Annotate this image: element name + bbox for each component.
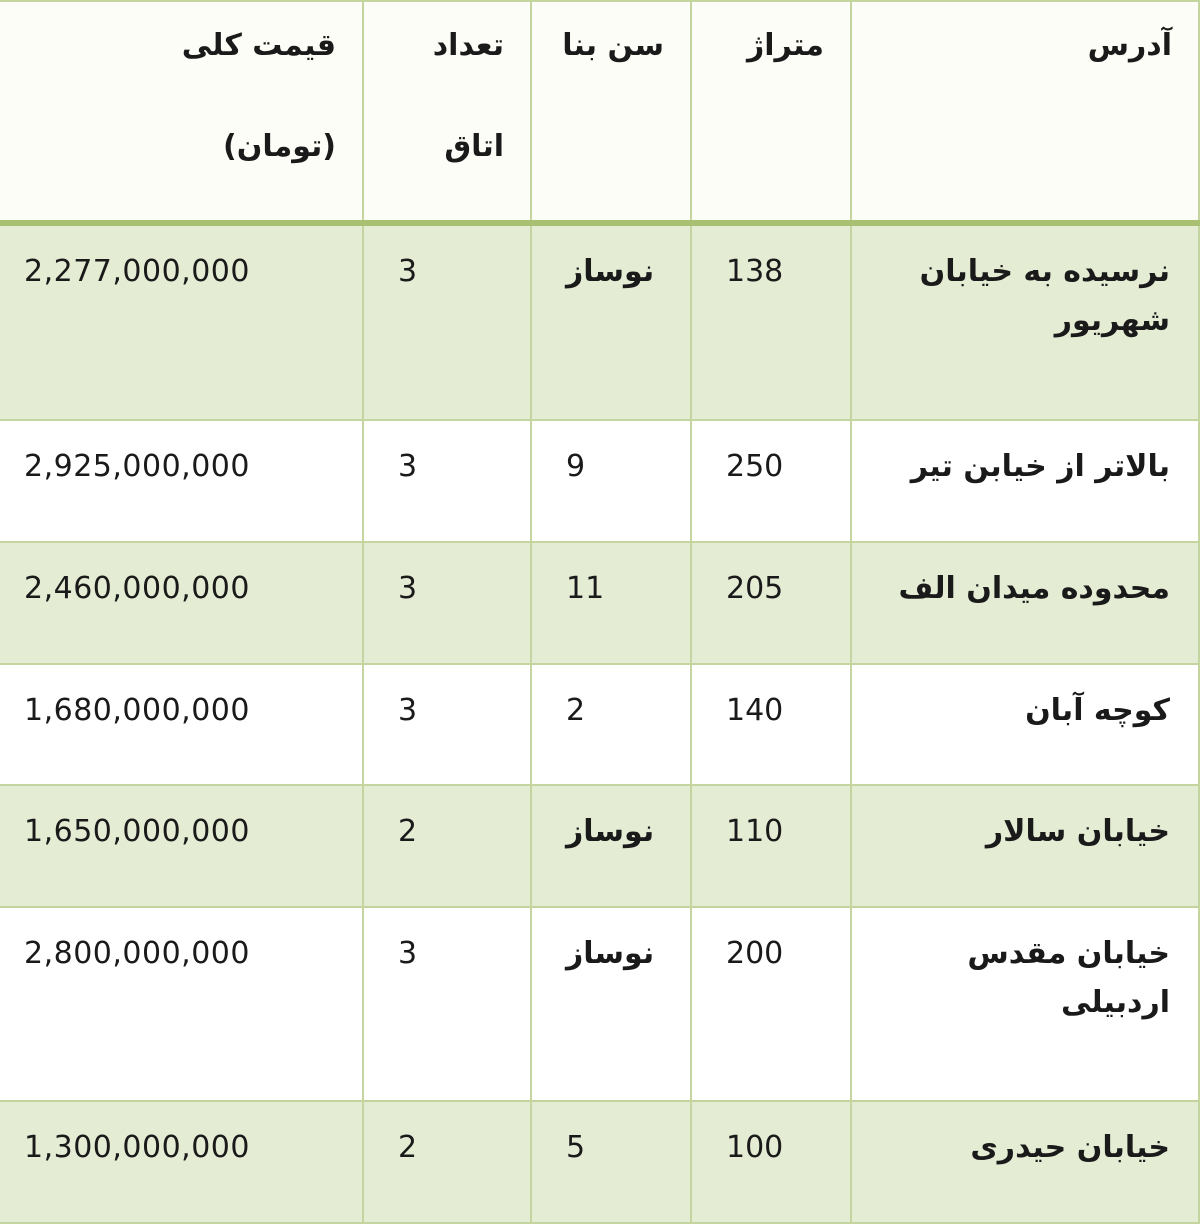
cell-building-age: نوساز — [531, 785, 691, 907]
cell-building-age: 9 — [531, 420, 691, 542]
table-row — [0, 785, 1199, 907]
column-header-total-price-line1: قیمت کلی — [181, 28, 336, 63]
cell-total-price: 1,680,000,000 — [0, 664, 363, 786]
table-row — [0, 907, 1199, 1101]
table-row — [0, 420, 1199, 542]
cell-area: 110 — [691, 785, 851, 907]
cell-building-age: 2 — [531, 664, 691, 786]
cell-building-age: 5 — [531, 1101, 691, 1223]
cell-total-price: 1,650,000,000 — [0, 785, 363, 907]
header-row — [0, 1, 1199, 223]
cell-total-price: 2,925,000,000 — [0, 420, 363, 542]
cell-room-count: 3 — [363, 223, 531, 420]
cell-address: بالاتر از خیابن تیر — [851, 420, 1199, 542]
cell-total-price: 2,800,000,000 — [0, 907, 363, 1101]
cell-area: 200 — [691, 907, 851, 1101]
cell-building-age: نوساز — [531, 223, 691, 420]
cell-room-count: 2 — [363, 1101, 531, 1223]
cell-room-count: 3 — [363, 542, 531, 664]
cell-address: خیابان مقدس اردبیلی — [851, 907, 1199, 1101]
column-header-room-count — [363, 1, 531, 223]
column-header-room-count-line2: اتاق — [444, 128, 504, 164]
cell-room-count: 3 — [363, 907, 531, 1101]
cell-area: 205 — [691, 542, 851, 664]
table-row — [0, 1101, 1199, 1223]
cell-area: 100 — [691, 1101, 851, 1223]
cell-address: کوچه آبان — [851, 664, 1199, 786]
cell-area: 250 — [691, 420, 851, 542]
column-header-total-price-line2: (تومان) — [223, 128, 336, 164]
column-header-total-price — [0, 1, 363, 223]
column-header-room-count-line1: تعداد — [432, 28, 504, 63]
table-row — [0, 542, 1199, 664]
table-body — [0, 223, 1199, 1223]
cell-building-age: 11 — [531, 542, 691, 664]
column-header-area: متراژ — [691, 1, 851, 223]
cell-address: نرسیده به خیابان شهریور — [851, 223, 1199, 420]
cell-address: خیابان سالار — [851, 785, 1199, 907]
cell-room-count: 3 — [363, 420, 531, 542]
cell-address: محدوده میدان الف — [851, 542, 1199, 664]
cell-total-price: 2,460,000,000 — [0, 542, 363, 664]
table-row — [0, 664, 1199, 786]
column-header-address: آدرس — [851, 1, 1199, 223]
cell-room-count: 3 — [363, 664, 531, 786]
column-header-building-age: سن بنا — [531, 1, 691, 223]
cell-total-price: 1,300,000,000 — [0, 1101, 363, 1223]
cell-building-age: نوساز — [531, 907, 691, 1101]
cell-address: خیابان حیدری — [851, 1101, 1199, 1223]
table-header — [0, 1, 1199, 223]
cell-total-price: 2,277,000,000 — [0, 223, 363, 420]
cell-room-count: 2 — [363, 785, 531, 907]
cell-area: 138 — [691, 223, 851, 420]
cell-area: 140 — [691, 664, 851, 786]
table-row — [0, 223, 1199, 420]
